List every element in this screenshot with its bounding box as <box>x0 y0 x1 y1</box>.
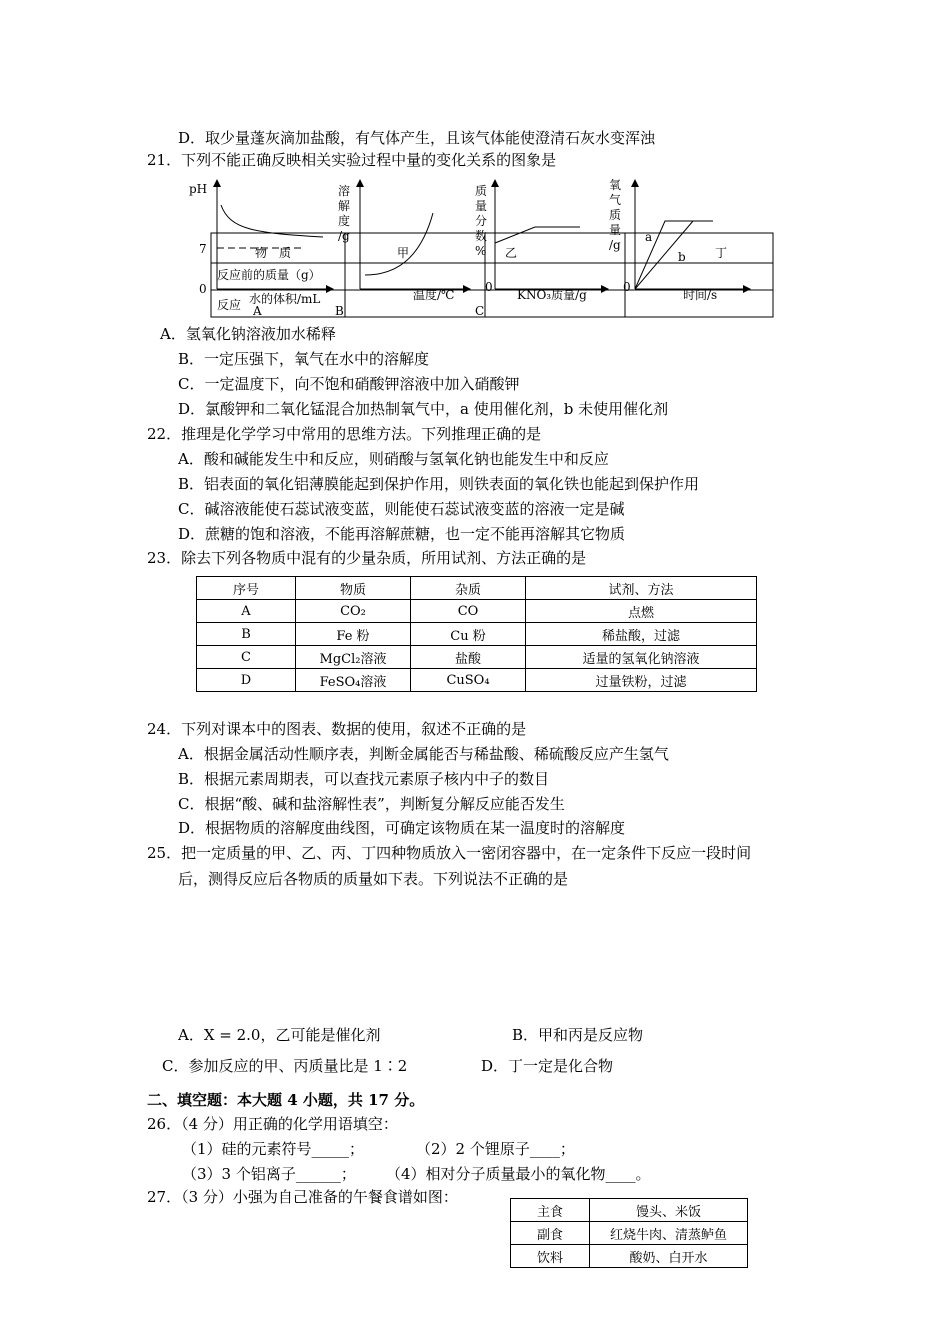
table-cell: 酸奶、白开水 <box>590 1245 748 1268</box>
graph-a-origin: 0 <box>199 282 207 296</box>
q22-option-b: B．铝表面的氧化铝薄膜能起到保护作用，则铁表面的氧化铁也能起到保护作用 <box>178 475 700 493</box>
q25-option-a: A．X = 2.0，乙可能是催化剂 <box>178 1026 381 1044</box>
table-header: 物质 <box>296 577 411 600</box>
table-row <box>511 1222 748 1245</box>
graph-b-ylabel-1: 溶 <box>338 184 351 198</box>
q26-item-1: （1）硅的元素符号_____； <box>182 1140 365 1158</box>
graph-c-ylabel-2: 量 <box>475 199 488 213</box>
graph-c <box>475 183 605 318</box>
q21-stem: 21．下列不能正确反映相关实验过程中量的变化关系的图象是 <box>147 151 557 169</box>
table-cell: B <box>197 623 296 646</box>
graph-b-ylabel-3: 度 <box>338 214 351 228</box>
q26-item-3: （3）3 个铝离子______； <box>182 1165 356 1183</box>
q20-option-d: D．取少量蓬灰滴加盐酸，有气体产生，且该气体能使澄清石灰水变浑浊 <box>178 129 656 147</box>
graph-c-ylabel-5: % <box>475 244 487 258</box>
q25-option-d: D．丁一定是化合物 <box>481 1057 614 1075</box>
q21-option-d: D．氯酸钾和二氧化锰混合加热制氧气中，a 使用催化剂，b 未使用催化剂 <box>178 400 669 418</box>
q22-option-d: D．蔗糖的饱和溶液，不能再溶解蔗糖，也一定不能再溶解其它物质 <box>178 525 626 543</box>
q26-stem: 26．（4 分）用正确的化学用语填空： <box>147 1115 398 1133</box>
table-header: 试剂、方法 <box>526 577 757 600</box>
table-cell: CuSO₄ <box>411 669 526 692</box>
q25-stem-cont: 后，测得反应后各物质的质量如下表。下列说法不正确的是 <box>178 870 569 888</box>
lunch-menu-table <box>510 1198 748 1268</box>
graph-a-xlabel: 水的体积/mL <box>249 292 321 306</box>
q25-stem: 25．把一定质量的甲、乙、丙、丁四种物质放入一密闭容器中，在一定条件下反应一段时间 <box>147 844 752 862</box>
table-cell: 点燃 <box>526 600 757 623</box>
table-cell: A <box>197 600 296 623</box>
graph-a-ylabel: pH <box>189 182 208 196</box>
overlay-yi: 乙 <box>505 246 518 260</box>
table-cell: FeSO₄溶液 <box>296 669 411 692</box>
q24-option-c: C．根据“酸、碱和盐溶解性表”，判断复分解反应能否发生 <box>178 795 565 813</box>
table-cell: 主食 <box>511 1199 590 1222</box>
graph-d-ylabel-1: 氧 <box>609 178 622 192</box>
section-2-heading: 二、填空题：本大题 4 小题，共 17 分。 <box>147 1091 425 1109</box>
q22-option-a: A．酸和碱能发生中和反应，则硝酸与氢氧化钠也能发生中和反应 <box>178 450 609 468</box>
graph-b-letter: B <box>335 304 344 318</box>
graph-d-xlabel: 时间/s <box>683 288 718 302</box>
table-header-row <box>197 577 757 600</box>
q21-graphs <box>189 175 780 320</box>
graph-c-xlabel: KNO₃质量/g <box>517 288 587 302</box>
q25-option-b: B．甲和丙是反应物 <box>512 1026 644 1044</box>
graph-b-ylabel-2: 解 <box>338 199 351 213</box>
table-row <box>511 1199 748 1222</box>
graph-d-origin: 0 <box>623 280 631 294</box>
graph-c-origin: 0 <box>485 280 493 294</box>
graph-c-letter: C <box>475 304 485 318</box>
graph-d <box>609 178 747 302</box>
overlay-after-label: 反应 <box>217 298 242 312</box>
q22-option-c: C．碱溶液能使石蕊试液变蓝，则能使石蕊试液变蓝的溶液一定是碱 <box>178 500 625 518</box>
table-cell: 红烧牛肉、清蒸鲈鱼 <box>590 1222 748 1245</box>
graph-a-tick7: 7 <box>199 242 207 256</box>
q24-option-b: B．根据元素周期表，可以查找元素原子核内中子的数目 <box>178 770 550 788</box>
graph-d-ylabel-2: 气 <box>609 193 622 207</box>
table-header: 序号 <box>197 577 296 600</box>
graph-d-ylabel-5: /g <box>609 238 621 252</box>
table-row <box>197 623 757 646</box>
q21-option-c: C．一定温度下，向不饱和硝酸钾溶液中加入硝酸钾 <box>178 375 520 393</box>
overlay-jia: 甲 <box>397 246 410 260</box>
q23-table <box>196 576 757 692</box>
graph-c-ylabel-4: 数 <box>475 229 488 243</box>
q21-option-b: B．一定压强下，氧气在水中的溶解度 <box>178 350 430 368</box>
table-cell: 馒头、米饭 <box>590 1199 748 1222</box>
table-cell: D <box>197 669 296 692</box>
graph-b-ylabel-4: /g <box>338 229 350 243</box>
graph-a-letter: A <box>253 304 262 318</box>
table-cell: CO₂ <box>296 600 411 623</box>
table-row <box>511 1245 748 1268</box>
q24-option-d: D．根据物质的溶解度曲线图，可确定该物质在某一温度时的溶解度 <box>178 819 626 837</box>
graph-c-ylabel-1: 质 <box>475 184 488 198</box>
q26-item-2: （2）2 个锂原子____； <box>416 1140 575 1158</box>
table-header: 杂质 <box>411 577 526 600</box>
graph-c-ylabel-3: 分 <box>475 214 488 228</box>
graph-d-ylabel-4: 量 <box>609 223 622 237</box>
q23-stem: 23．除去下列各物质中混有的少量杂质，所用试剂、方法正确的是 <box>147 549 587 567</box>
q22-stem: 22．推理是化学学习中常用的思维方法。下列推理正确的是 <box>147 425 542 443</box>
table-cell: 盐酸 <box>411 646 526 669</box>
table-cell: C <box>197 646 296 669</box>
q21-option-a: A．氢氧化钠溶液加水稀释 <box>160 325 336 343</box>
overlay-before-label: 反应前的质量（g） <box>217 268 321 282</box>
q25-option-c: C．参加反应的甲、丙质量比是 1∶2 <box>162 1057 408 1075</box>
q24-option-a: A．根据金属活动性顺序表，判断金属能否与稀盐酸、稀硫酸反应产生氢气 <box>178 745 669 763</box>
table-row <box>197 669 757 692</box>
table-cell: MgCl₂溶液 <box>296 646 411 669</box>
overlay-wuzhi: 物 质 <box>255 246 292 260</box>
graph-b-xlabel: 温度/℃ <box>413 288 455 302</box>
table-cell: Fe 粉 <box>296 623 411 646</box>
table-cell: 饮料 <box>511 1245 590 1268</box>
graph-d-curve-b: b <box>678 250 686 264</box>
q27-stem: 27．（3 分）小强为自己准备的午餐食谱如图： <box>147 1188 458 1206</box>
table-cell: Cu 粉 <box>411 623 526 646</box>
table-cell: 适量的氢氧化钠溶液 <box>526 646 757 669</box>
table-row <box>197 646 757 669</box>
table-cell: CO <box>411 600 526 623</box>
overlay-ding: 丁 <box>715 246 728 260</box>
q24-stem: 24．下列对课本中的图表、数据的使用，叙述不正确的是 <box>147 720 527 738</box>
graph-d-ylabel-3: 质 <box>609 208 622 222</box>
q26-item-4: （4）相对分子质量最小的氧化物____。 <box>386 1165 651 1183</box>
table-cell: 过量铁粉，过滤 <box>526 669 757 692</box>
table-cell: 稀盐酸，过滤 <box>526 623 757 646</box>
table-cell: 副食 <box>511 1222 590 1245</box>
graph-d-curve-a: a <box>645 230 653 244</box>
table-row <box>197 600 757 623</box>
